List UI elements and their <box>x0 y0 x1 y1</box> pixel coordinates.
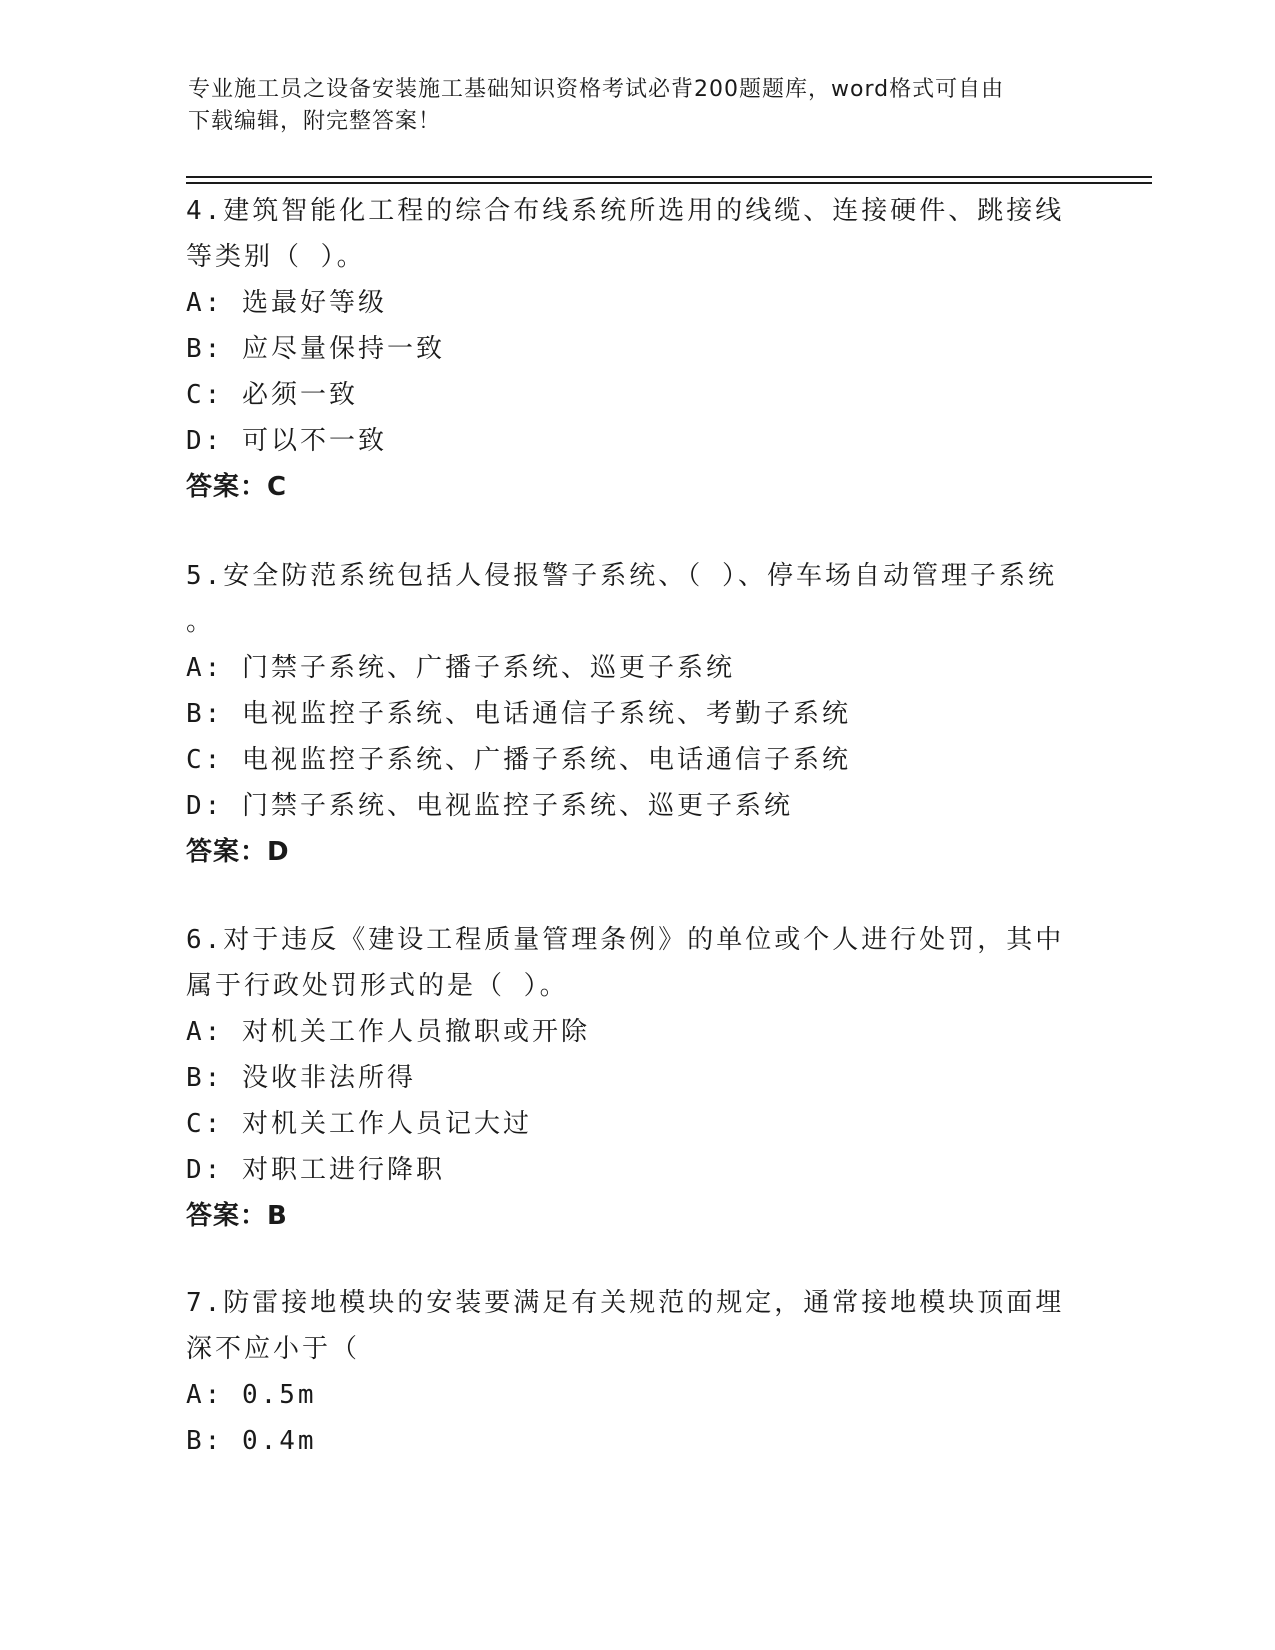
option-b: B: 电视监控子系统、电话通信子系统、考勤子系统 <box>186 699 851 729</box>
question-4 <box>186 188 1086 510</box>
question-stem-line: 6.对于违反《建设工程质量管理条例》的单位或个人进行处罚，其中 <box>186 925 1065 955</box>
answer-label: 答案：B <box>186 1201 288 1231</box>
option-b: B: 应尽量保持一致 <box>186 334 445 364</box>
option-b: B: 0.4m <box>186 1426 317 1456</box>
question-stem-line: 深不应小于（ <box>186 1334 361 1364</box>
question-stem-line: 等类别（ ）。 <box>186 242 366 272</box>
header-divider-top <box>186 176 1152 178</box>
question-stem-line: 5.安全防范系统包括人侵报警子系统、（ ）、停车场自动管理子系统 <box>186 561 1057 591</box>
question-stem-line: 4.建筑智能化工程的综合布线系统所选用的线缆、连接硬件、跳接线 <box>186 196 1065 226</box>
question-stem-line: 7.防雷接地模块的安装要满足有关规范的规定，通常接地模块顶面埋 <box>186 1288 1065 1318</box>
option-a: A: 对机关工作人员撤职或开除 <box>186 1017 590 1047</box>
header-line-1: 专业施工员之设备安装施工基础知识资格考试必背200题题库，word格式可自由 <box>188 77 1005 102</box>
header-line-2: 下载编辑，附完整答案！ <box>188 109 442 134</box>
answer-label: 答案：C <box>186 472 288 502</box>
option-a: A: 选最好等级 <box>186 288 387 318</box>
option-d: D: 门禁子系统、电视监控子系统、巡更子系统 <box>186 791 793 821</box>
question-5 <box>186 553 1086 875</box>
document-header <box>188 74 1068 138</box>
question-7 <box>186 1280 1086 1464</box>
question-stem-line: 属于行政处罚形式的是（ ）。 <box>186 971 569 1001</box>
option-d: D: 对职工进行降职 <box>186 1155 445 1185</box>
option-b: B: 没收非法所得 <box>186 1063 416 1093</box>
option-c: C: 对机关工作人员记大过 <box>186 1109 532 1139</box>
answer-label: 答案：D <box>186 837 290 867</box>
option-c: C: 电视监控子系统、广播子系统、电话通信子系统 <box>186 745 851 775</box>
option-c: C: 必须一致 <box>186 380 358 410</box>
option-a: A: 门禁子系统、广播子系统、巡更子系统 <box>186 653 735 683</box>
question-6 <box>186 917 1086 1239</box>
option-a: A: 0.5m <box>186 1380 317 1410</box>
question-stem-line: 。 <box>186 607 216 637</box>
option-d: D: 可以不一致 <box>186 426 387 456</box>
header-divider-bottom <box>186 182 1152 184</box>
